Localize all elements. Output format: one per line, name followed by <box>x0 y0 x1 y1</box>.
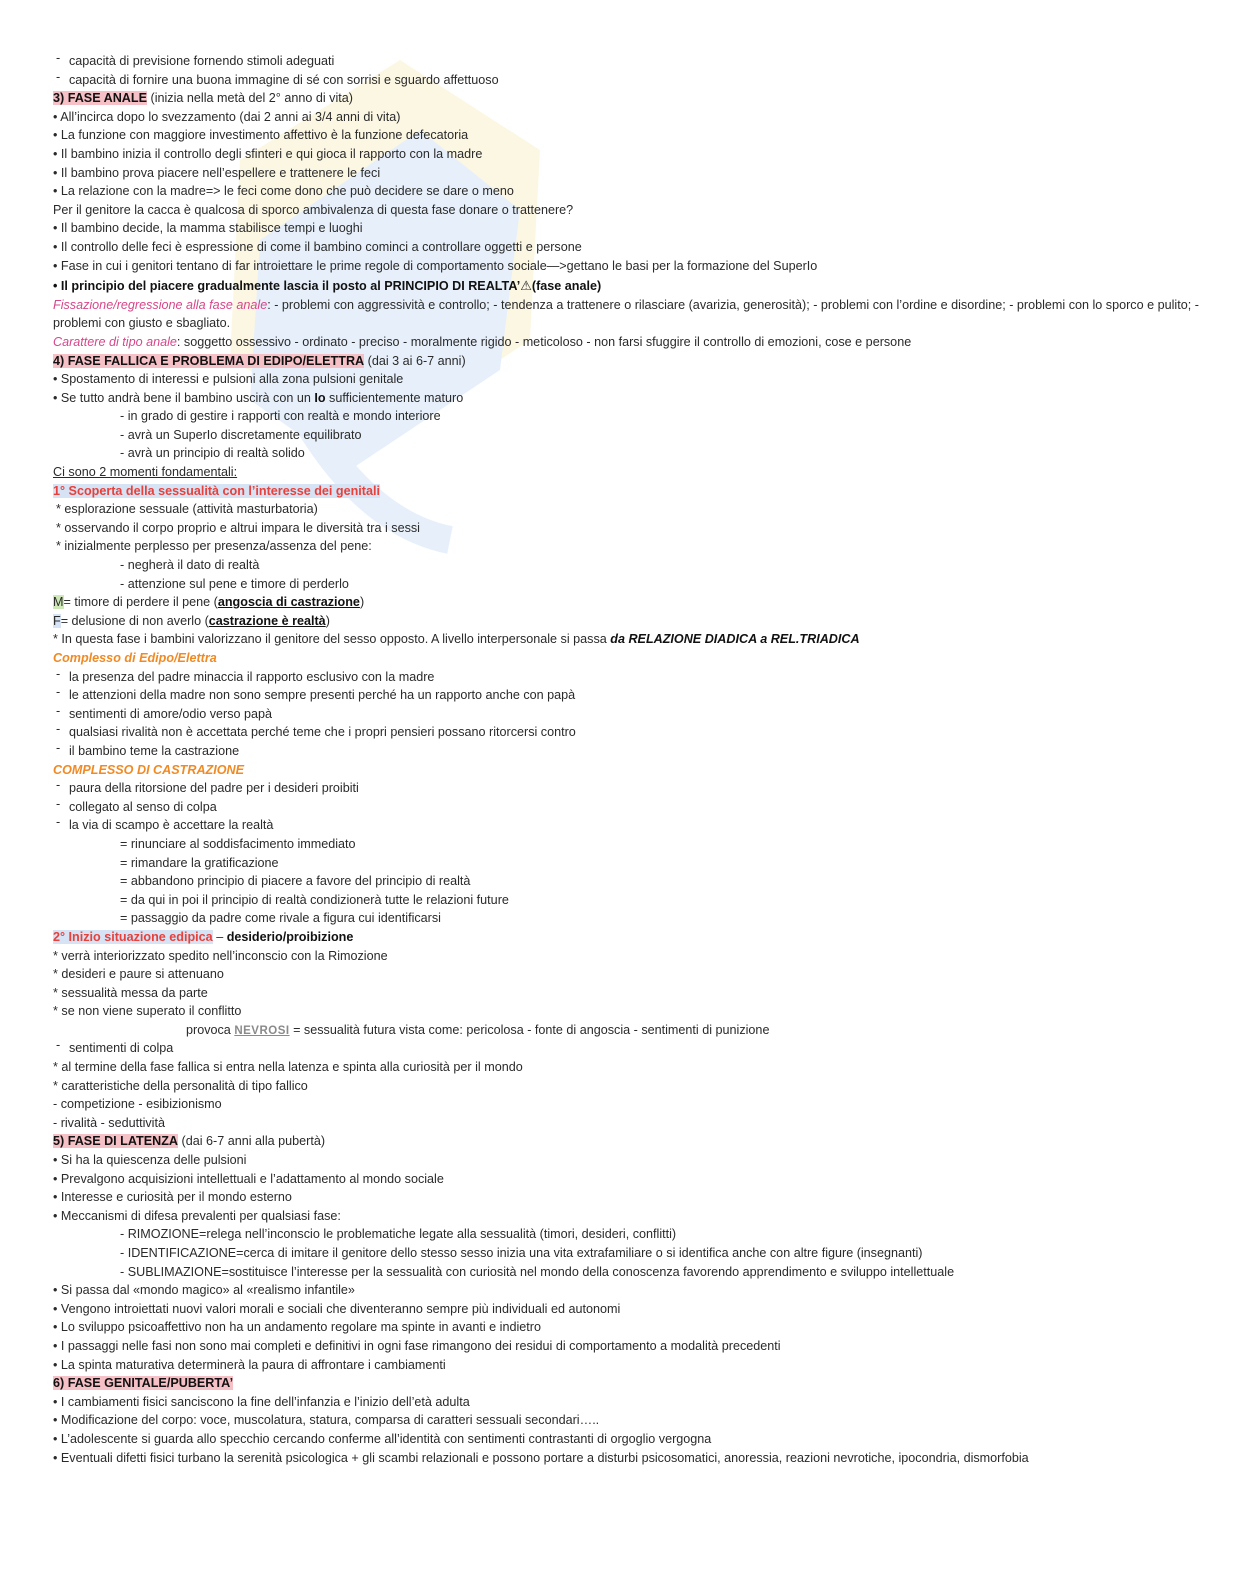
text-line: * verrà interiorizzato spedito nell’inconscio con la Rimozione <box>53 948 388 963</box>
text-line: * caratteristiche della personalità di tipo fallico <box>53 1078 308 1093</box>
section-heading <box>53 89 1203 108</box>
heading-label: 6) FASE GENITALE/PUBERTA’ <box>53 1376 234 1391</box>
text-line <box>53 463 1203 482</box>
text-line <box>53 333 1203 352</box>
section-heading <box>53 1132 1203 1151</box>
sub-item: - SUBLIMAZIONE=sostituisce l’interesse per la sessualità con curiosità nel mondo della conoscenza favorendo apprendimento e sviluppo intellettuale <box>120 1264 955 1279</box>
text-line: - paura della ritorsione del padre per i desideri proibiti <box>53 779 1203 798</box>
italic-label: Carattere di tipo anale <box>53 334 177 349</box>
bullet-item: • All’incirca dopo lo svezzamento (dai 2 anni ai 3/4 anni di vita) <box>53 109 401 124</box>
nevrosi-term: NEVROSI <box>234 1024 290 1037</box>
subheading-label: 1° Scoperta della sessualità con l’interesse dei genitali <box>53 483 381 498</box>
bullet-item: • I cambiamenti fisici sanciscono la fine dell’infanzia e l’inizio dell’età adulta <box>53 1394 470 1409</box>
bold-underlined-text: angoscia di castrazione <box>217 595 360 610</box>
highlight-letter: F <box>53 613 61 628</box>
heading-note: (dai 3 ai 6-7 anni) <box>364 353 466 368</box>
section-heading <box>53 1374 1203 1393</box>
heading-label: 5) FASE DI LATENZA <box>53 1134 179 1149</box>
bullet-item <box>53 389 1203 408</box>
bullet-item <box>53 277 1203 296</box>
bullet-item: • Eventuali difetti fisici turbano la serenità psicologica + gli scambi relazionali e possono portare a disturbi psicosomatici, anoressia, reazioni nevrotiche, ipocondria, dismorfobia <box>53 1450 1029 1465</box>
sub-item: - avrà un principio di realtà solido <box>120 446 305 461</box>
bullet-item: • Modificazione del corpo: voce, muscolatura, statura, comparsa di caratteri sessuali secondari….. <box>53 1413 600 1428</box>
subheading <box>53 761 1203 780</box>
sub-item: = rimandare la gratificazione <box>120 855 279 870</box>
heading-note: (dai 6-7 anni alla pubertà) <box>178 1134 326 1149</box>
text-line: - la via di scampo è accettare la realtà <box>53 816 1203 835</box>
bullet-item: • La relazione con la madre=> le feci come dono che può decidere se dare o meno <box>53 184 514 199</box>
line-text: * In questa fase i bambini valorizzano il genitore del sesso opposto. A livello interpersonale si passa <box>53 632 611 647</box>
heading-label: 4) FASE FALLICA E PROBLEMA DI EDIPO/ELETTRA <box>53 353 365 368</box>
text-line: Per il genitore la cacca è qualcosa di sporco ambivalenza di questa fase donare o trattenere? <box>53 202 574 217</box>
text-line: * inizialmente perplesso per presenza/assenza del pene: <box>56 539 372 554</box>
text-line <box>53 593 1203 612</box>
text-line: - capacità di previsione fornendo stimoli adeguati <box>53 52 1203 71</box>
line-text: = delusione di non averlo ( <box>60 613 209 628</box>
heading-label: 3) FASE ANALE <box>53 91 147 106</box>
sub-item <box>53 1021 1203 1040</box>
bullet-item: • La funzione con maggiore investimento affettivo è la funzione defecatoria <box>53 128 469 143</box>
bullet-item: • Meccanismi di difesa prevalenti per qualsiasi fase: <box>53 1208 341 1223</box>
sub-item: - avrà un SuperIo discretamente equilibrato <box>120 427 362 442</box>
subheading-label: Complesso di Edipo/Elettra <box>53 651 217 665</box>
sub-item: = da qui in poi il principio di realtà condizionerà tutte le relazioni future <box>120 892 509 907</box>
highlight-letter: M <box>53 595 64 610</box>
text-line: - sentimenti di amore/odio verso papà <box>53 705 1203 724</box>
warning-icon: ⚠ <box>520 278 532 294</box>
bold-underlined-text: castrazione è realtà <box>208 613 326 628</box>
text-line: - il bambino teme la castrazione <box>53 742 1203 761</box>
text-line: - qualsiasi rivalità non è accettata perché teme che i propri pensieri possano ritorcersi contro <box>53 723 1203 742</box>
bullet-item: • I passaggi nelle fasi non sono mai completi e definitivi in ogni fase rimangono dei residui di comportamento a modalità precedenti <box>53 1338 781 1353</box>
bullet-item: • Il controllo delle feci è espressione di come il bambino cominci a controllare oggetti e persone <box>53 239 582 254</box>
document-page <box>53 52 1203 1467</box>
bullet-item: • Spostamento di interessi e pulsioni alla zona pulsioni genitale <box>53 372 404 387</box>
bullet-item: • Lo sviluppo psicoaffettivo non ha un andamento regolare ma spinte in avanti e indietro <box>53 1320 541 1335</box>
bold-text: desiderio/proibizione <box>226 929 354 944</box>
bullet-item: • Si ha la quiescenza delle pulsioni <box>53 1153 247 1168</box>
bullet-item: • Il bambino prova piacere nell’espellere e trattenere le feci <box>53 165 381 180</box>
text-line: * se non viene superato il conflitto <box>53 1004 242 1019</box>
sub-item: - negherà il dato di realtà <box>120 558 260 573</box>
line-text: = sessualità futura vista come: pericolosa - fonte di angoscia - sentimenti di punizione <box>289 1022 770 1037</box>
line-text: : soggetto ossessivo - ordinato - preciso - moralmente rigido - meticoloso - non farsi sfuggire il controllo di emozioni, cose e persone <box>176 334 912 349</box>
text-line: - collegato al senso di colpa <box>53 798 1203 817</box>
bullet-item: • Interesse e curiosità per il mondo esterno <box>53 1190 292 1205</box>
text-line: - capacità di fornire una buona immagine di sé con sorrisi e sguardo affettuoso <box>53 71 1203 90</box>
line-text: • Se tutto andrà bene il bambino uscirà con un <box>53 390 315 405</box>
text-line <box>53 612 1203 631</box>
line-text: ) <box>359 595 365 610</box>
line-text: = timore di perdere il pene ( <box>63 595 218 610</box>
bold-text: (fase anale) <box>531 279 602 294</box>
text-line: * esplorazione sessuale (attività masturbatoria) <box>56 502 318 517</box>
text-line: * al termine della fase fallica si entra nella latenza e spinta alla curiosità per il mondo <box>53 1060 523 1075</box>
bullet-item: • Fase in cui i genitori tentano di far introiettare le prime regole di comportamento sociale—>gettano le basi per la formazione del SuperIo <box>53 258 818 273</box>
text-line: - competizione - esibizionismo <box>53 1097 222 1112</box>
text-line: - sentimenti di colpa <box>53 1039 1203 1058</box>
sub-item: - IDENTIFICAZIONE=cerca di imitare il genitore dello stesso sesso inizia una vita extrafamiliare o si identifica anche con altre figure (insegnanti) <box>120 1246 923 1260</box>
bullet-item: • Prevalgono acquisizioni intellettuali e l’adattamento al mondo sociale <box>53 1171 444 1186</box>
paragraph-text: : - problemi con aggressività e controllo; - tendenza a trattenere o rilasciare (avarizia, generosità); - problemi con l’ordine e disordine; - problemi con lo sporco e pulito; - problemi con giusto e sbagliato. <box>53 297 1199 331</box>
text-line: * desideri e paure si attenuano <box>53 967 224 982</box>
sub-item: = rinunciare al soddisfacimento immediato <box>120 836 356 851</box>
subheading <box>53 649 1203 668</box>
bold-italic-text: da RELAZIONE DIADICA a REL.TRIADICA <box>610 632 860 647</box>
bullet-item: • Si passa dal «mondo magico» al «realismo infantile» <box>53 1283 355 1298</box>
line-text: ) <box>325 613 330 628</box>
subheading-label: 2° Inizio situazione edipica <box>53 929 213 944</box>
text-line: * sessualità messa da parte <box>53 985 208 1000</box>
subheading <box>53 482 1203 501</box>
text-line: * osservando il corpo proprio e altrui impara le diversità tra i sessi <box>56 520 420 535</box>
bullet-item: • La spinta maturativa determinerà la paura di affrontare i cambiamenti <box>53 1357 446 1372</box>
separator: – <box>212 929 227 944</box>
text-paragraph <box>53 296 1203 333</box>
line-text: sufficientemente maturo <box>325 390 464 405</box>
sub-item: = passaggio da padre come rivale a figura cui identificarsi <box>120 911 441 926</box>
line-text: provoca <box>186 1022 235 1037</box>
bullet-item: • L’adolescente si guarda allo specchio cercando conferme all’identità con sentimenti contrastanti di orgoglio vergogna <box>53 1431 712 1446</box>
bullet-item: • Il bambino decide, la mamma stabilisce tempi e luoghi <box>53 221 363 236</box>
bullet-item: • Il bambino inizia il controllo degli sfinteri e qui gioca il rapporto con la madre <box>53 146 483 161</box>
sub-item: - in grado di gestire i rapporti con realtà e mondo interiore <box>120 409 441 424</box>
section-heading <box>53 352 1203 371</box>
italic-label: Fissazione/regressione alla fase anale <box>53 297 268 312</box>
bullet-item: • Vengono introiettati nuovi valori morali e sociali che diventeranno sempre più individuali ed autonomi <box>53 1301 621 1316</box>
subheading <box>53 928 1203 947</box>
sub-item: - attenzione sul pene e timore di perderlo <box>120 576 349 591</box>
text-line: - le attenzioni della madre non sono sempre presenti perché ha un rapporto anche con papà <box>53 686 1203 705</box>
bold-text: • Il principio del piacere gradualmente lascia il posto al PRINCIPIO DI REALTA’ <box>53 279 521 294</box>
text-line <box>53 630 1203 649</box>
sub-item: - RIMOZIONE=relega nell’inconscio le problematiche legate alla sessualità (timori, desideri, conflitti) <box>120 1227 677 1242</box>
underlined-text: Ci sono 2 momenti fondamentali: <box>53 465 238 480</box>
heading-note: (inizia nella metà del 2° anno di vita) <box>147 91 353 106</box>
text-line: - rivalità - seduttività <box>53 1115 165 1130</box>
bold-text: Io <box>314 390 326 405</box>
subheading-label: COMPLESSO DI CASTRAZIONE <box>53 762 245 777</box>
sub-item: = abbandono principio di piacere a favore del principio di realtà <box>120 874 471 889</box>
text-line: - la presenza del padre minaccia il rapporto esclusivo con la madre <box>53 668 1203 687</box>
